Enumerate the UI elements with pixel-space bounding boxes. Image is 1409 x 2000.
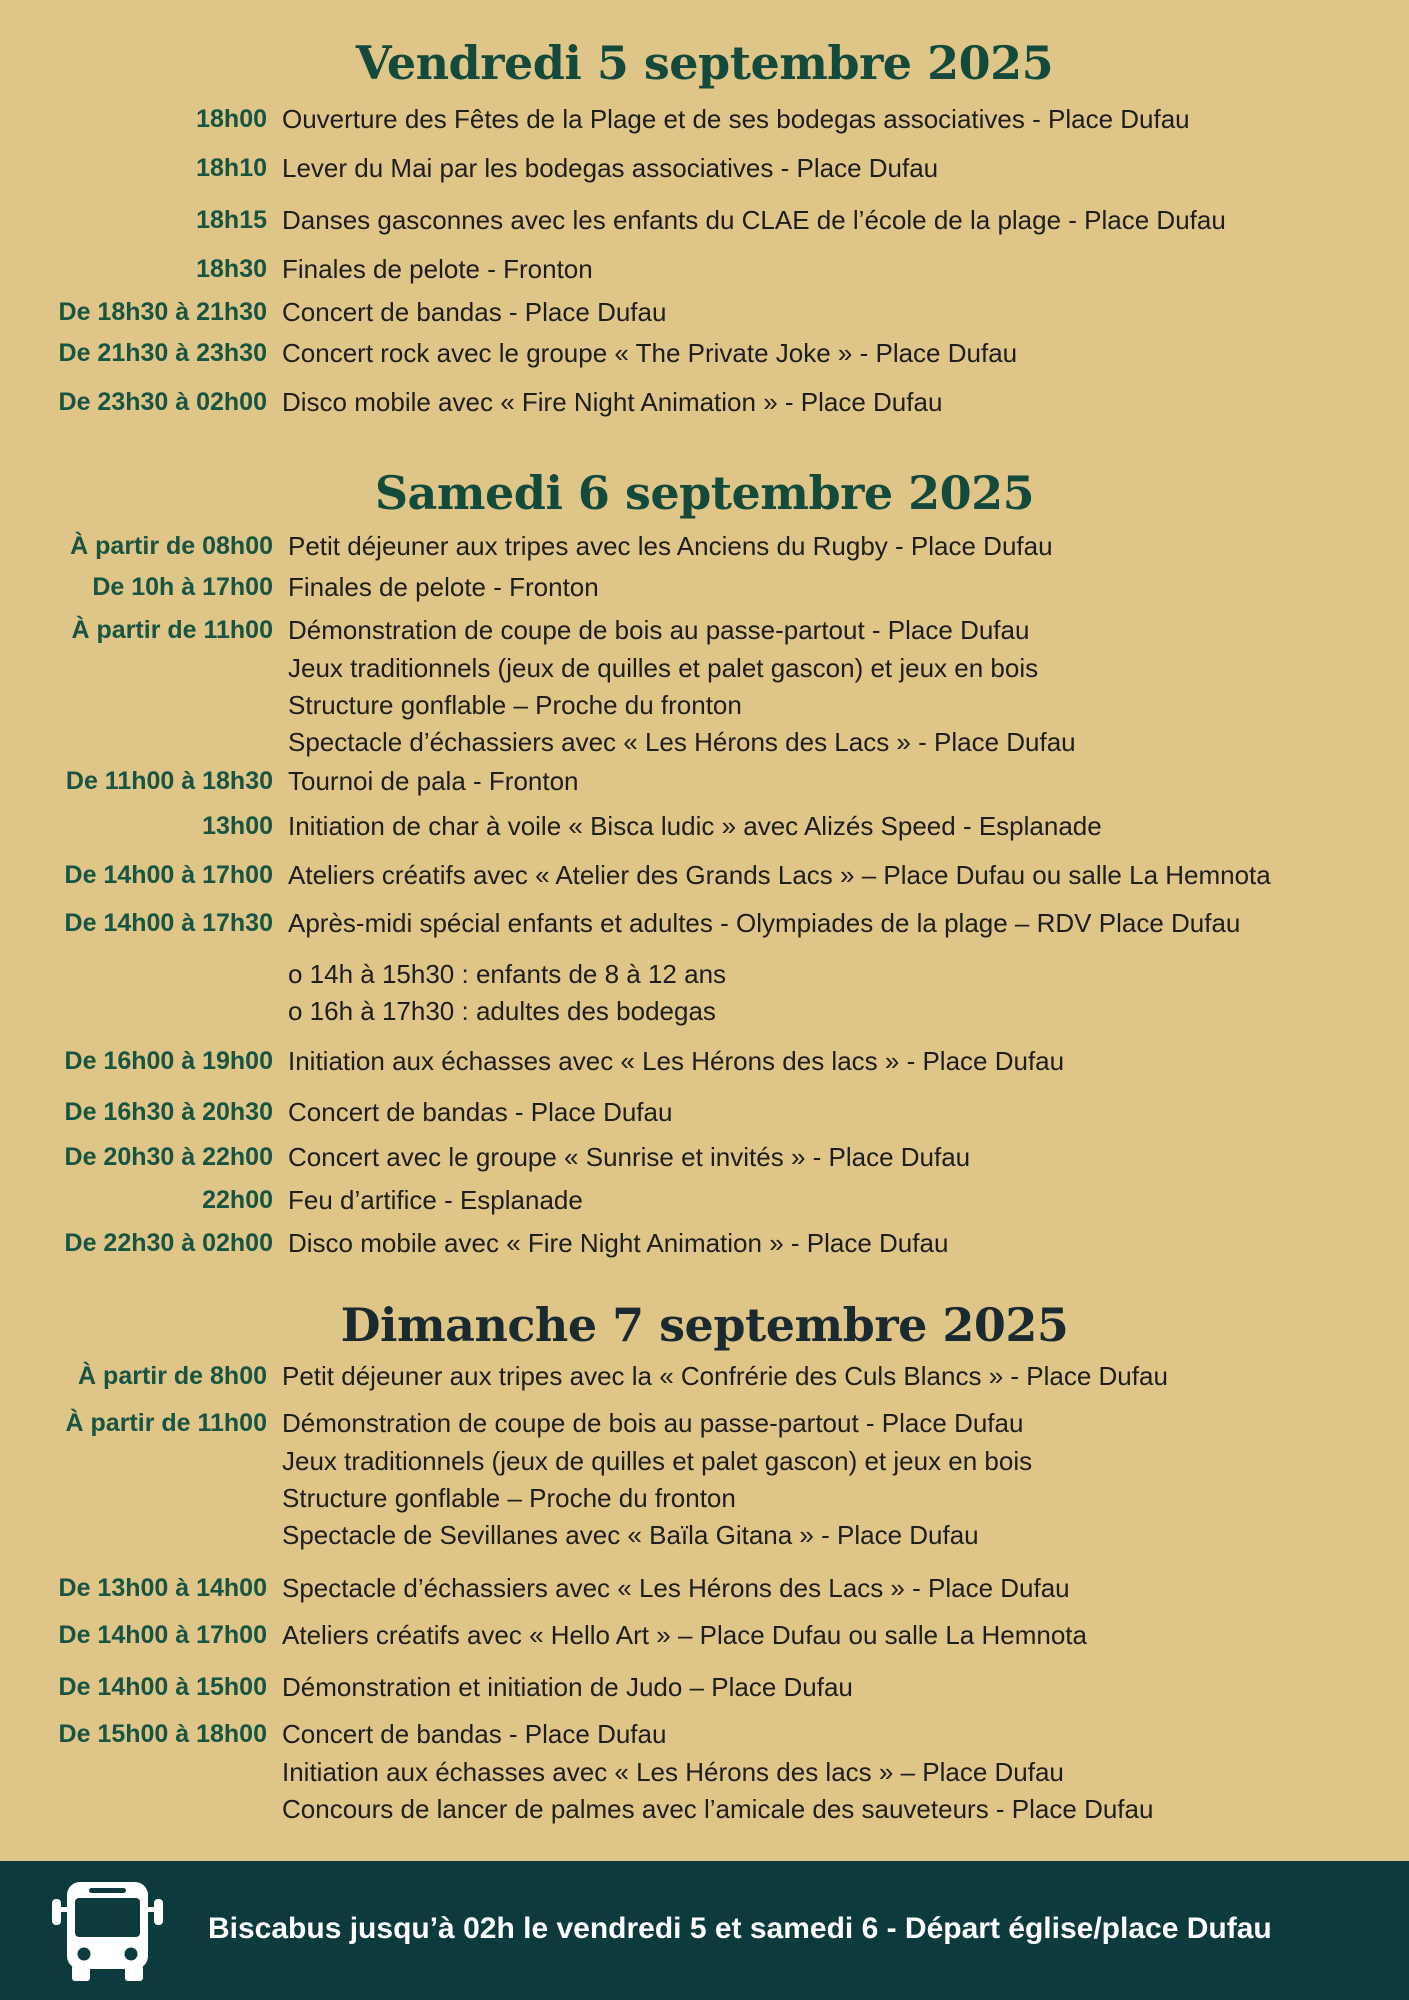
event-time: 18h00	[196, 105, 267, 133]
event-description: Initiation de char à voile « Bisca ludic » avec Alizés Speed - Esplanade	[288, 811, 1102, 841]
event-row	[0, 725, 1409, 759]
event-description: Jeux traditionnels (jeux de quilles et palet gascon) et jeux en bois	[282, 1446, 1033, 1476]
event-row	[0, 203, 1409, 237]
event-time: De 14h00 à 17h00	[64, 861, 273, 889]
event-row	[0, 809, 1409, 843]
event-row	[0, 1183, 1409, 1217]
event-description: Petit déjeuner aux tripes avec les Anciens du Rugby - Place Dufau	[288, 531, 1053, 561]
event-row	[0, 1618, 1409, 1652]
event-description: Spectacle de Sevillanes avec « Baïla Gitana » - Place Dufau	[282, 1520, 979, 1550]
event-description: o 16h à 17h30 : adultes des bodegas	[288, 996, 716, 1026]
event-description: Après-midi spécial enfants et adultes - Olympiades de la plage – RDV Place Dufau	[288, 908, 1241, 938]
event-description: Concert de bandas - Place Dufau	[282, 1719, 667, 1749]
event-description: Finales de pelote - Fronton	[288, 572, 599, 602]
event-description: Danses gasconnes avec les enfants du CLAE de l’école de la plage - Place Dufau	[282, 205, 1226, 235]
event-description: Tournoi de pala - Fronton	[288, 766, 579, 796]
event-time: À partir de 11h00	[71, 616, 273, 644]
event-row	[0, 1444, 1409, 1478]
event-time: De 18h30 à 21h30	[58, 298, 267, 326]
event-description: Concert de bandas - Place Dufau	[288, 1097, 673, 1127]
event-description: Spectacle d’échassiers avec « Les Hérons des Lacs » - Place Dufau	[288, 727, 1076, 757]
event-row	[0, 529, 1409, 563]
event-time: 18h10	[196, 154, 267, 182]
event-row	[0, 1359, 1409, 1393]
event-description: Concert avec le groupe « Sunrise et invités » - Place Dufau	[288, 1142, 971, 1172]
event-description: Structure gonflable – Proche du fronton	[282, 1483, 736, 1513]
event-row	[0, 1717, 1409, 1751]
event-time: À partir de 08h00	[70, 532, 273, 560]
day-title-saturday: Samedi 6 septembre 2025	[374, 466, 1035, 520]
event-description: Spectacle d’échassiers avec « Les Hérons des Lacs » - Place Dufau	[282, 1573, 1070, 1603]
event-row	[0, 336, 1409, 370]
event-description: Concert rock avec le groupe « The Private Joke » - Place Dufau	[282, 338, 1018, 368]
event-time: De 20h30 à 22h00	[64, 1143, 273, 1171]
event-description: Feu d’artifice - Esplanade	[288, 1185, 583, 1215]
event-row	[0, 906, 1409, 940]
event-row	[0, 295, 1409, 329]
event-row	[0, 858, 1409, 892]
event-time: 18h15	[196, 206, 267, 234]
event-row	[0, 688, 1409, 722]
event-description: Lever du Mai par les bodegas associatives - Place Dufau	[282, 153, 939, 183]
event-row	[0, 1792, 1409, 1826]
bus-icon	[50, 1879, 165, 1983]
event-row	[0, 1755, 1409, 1789]
footer-banner	[0, 1861, 1409, 2000]
event-time: De 23h30 à 02h00	[58, 388, 267, 416]
event-description: Concert de bandas - Place Dufau	[282, 297, 667, 327]
event-row	[0, 570, 1409, 604]
event-time: De 16h00 à 19h00	[64, 1047, 273, 1075]
event-time: À partir de 11h00	[65, 1409, 267, 1437]
event-row	[0, 1518, 1409, 1552]
event-row	[0, 613, 1409, 647]
event-description: Disco mobile avec « Fire Night Animation » - Place Dufau	[282, 387, 943, 417]
event-row	[0, 102, 1409, 136]
event-time: De 15h00 à 18h00	[58, 1720, 267, 1748]
event-description: Concours de lancer de palmes avec l’amicale des sauveteurs - Place Dufau	[282, 1794, 1154, 1824]
event-description: Disco mobile avec « Fire Night Animation » - Place Dufau	[288, 1228, 949, 1258]
event-row	[0, 151, 1409, 185]
event-time: De 14h00 à 15h00	[58, 1673, 267, 1701]
event-time: De 11h00 à 18h30	[65, 767, 273, 795]
event-row	[0, 1481, 1409, 1515]
event-row	[0, 1044, 1409, 1078]
event-description: Initiation aux échasses avec « Les Hérons des lacs » – Place Dufau	[282, 1757, 1064, 1787]
event-row	[0, 764, 1409, 798]
event-description: Ateliers créatifs avec « Atelier des Grands Lacs » – Place Dufau ou salle La Hemnota	[288, 860, 1271, 890]
event-row	[0, 994, 1409, 1028]
event-time: De 22h30 à 02h00	[64, 1229, 273, 1257]
event-row	[0, 1095, 1409, 1129]
event-description: Démonstration et initiation de Judo – Place Dufau	[282, 1672, 853, 1702]
event-time: 22h00	[202, 1186, 273, 1214]
event-time: De 14h00 à 17h30	[64, 909, 273, 937]
event-description: Démonstration de coupe de bois au passe-partout - Place Dufau	[288, 615, 1030, 645]
event-row	[0, 1571, 1409, 1605]
event-row	[0, 1140, 1409, 1174]
event-row	[0, 957, 1409, 991]
event-time: De 14h00 à 17h00	[58, 1621, 267, 1649]
event-time: 13h00	[202, 812, 273, 840]
event-time: De 10h à 17h00	[92, 573, 273, 601]
event-row	[0, 1226, 1409, 1260]
event-row	[0, 385, 1409, 419]
event-row	[0, 1670, 1409, 1704]
event-description: Ateliers créatifs avec « Hello Art » – Place Dufau ou salle La Hemnota	[282, 1620, 1087, 1650]
event-row	[0, 1406, 1409, 1440]
event-description: Structure gonflable – Proche du fronton	[288, 690, 742, 720]
day-title-sunday: Dimanche 7 septembre 2025	[340, 1298, 1069, 1352]
event-time: De 16h30 à 20h30	[64, 1098, 273, 1126]
event-description: Jeux traditionnels (jeux de quilles et palet gascon) et jeux en bois	[288, 653, 1039, 683]
day-title-friday: Vendredi 5 septembre 2025	[355, 36, 1054, 90]
event-row	[0, 651, 1409, 685]
event-description: Initiation aux échasses avec « Les Hérons des lacs » - Place Dufau	[288, 1046, 1065, 1076]
footer-text: Biscabus jusqu’à 02h le vendredi 5 et samedi 6 - Départ église/place Dufau	[208, 1912, 1272, 1945]
event-time: À partir de 8h00	[78, 1362, 267, 1390]
event-row	[0, 252, 1409, 286]
event-time: De 13h00 à 14h00	[58, 1574, 267, 1602]
event-description: Petit déjeuner aux tripes avec la « Confrérie des Culs Blancs » - Place Dufau	[282, 1361, 1168, 1391]
event-description: Ouverture des Fêtes de la Plage et de ses bodegas associatives - Place Dufau	[282, 104, 1190, 134]
event-time: 18h30	[196, 255, 267, 283]
event-description: Finales de pelote - Fronton	[282, 254, 593, 284]
event-description: o 14h à 15h30 : enfants de 8 à 12 ans	[288, 959, 727, 989]
event-time: De 21h30 à 23h30	[58, 339, 267, 367]
event-description: Démonstration de coupe de bois au passe-partout - Place Dufau	[282, 1408, 1024, 1438]
